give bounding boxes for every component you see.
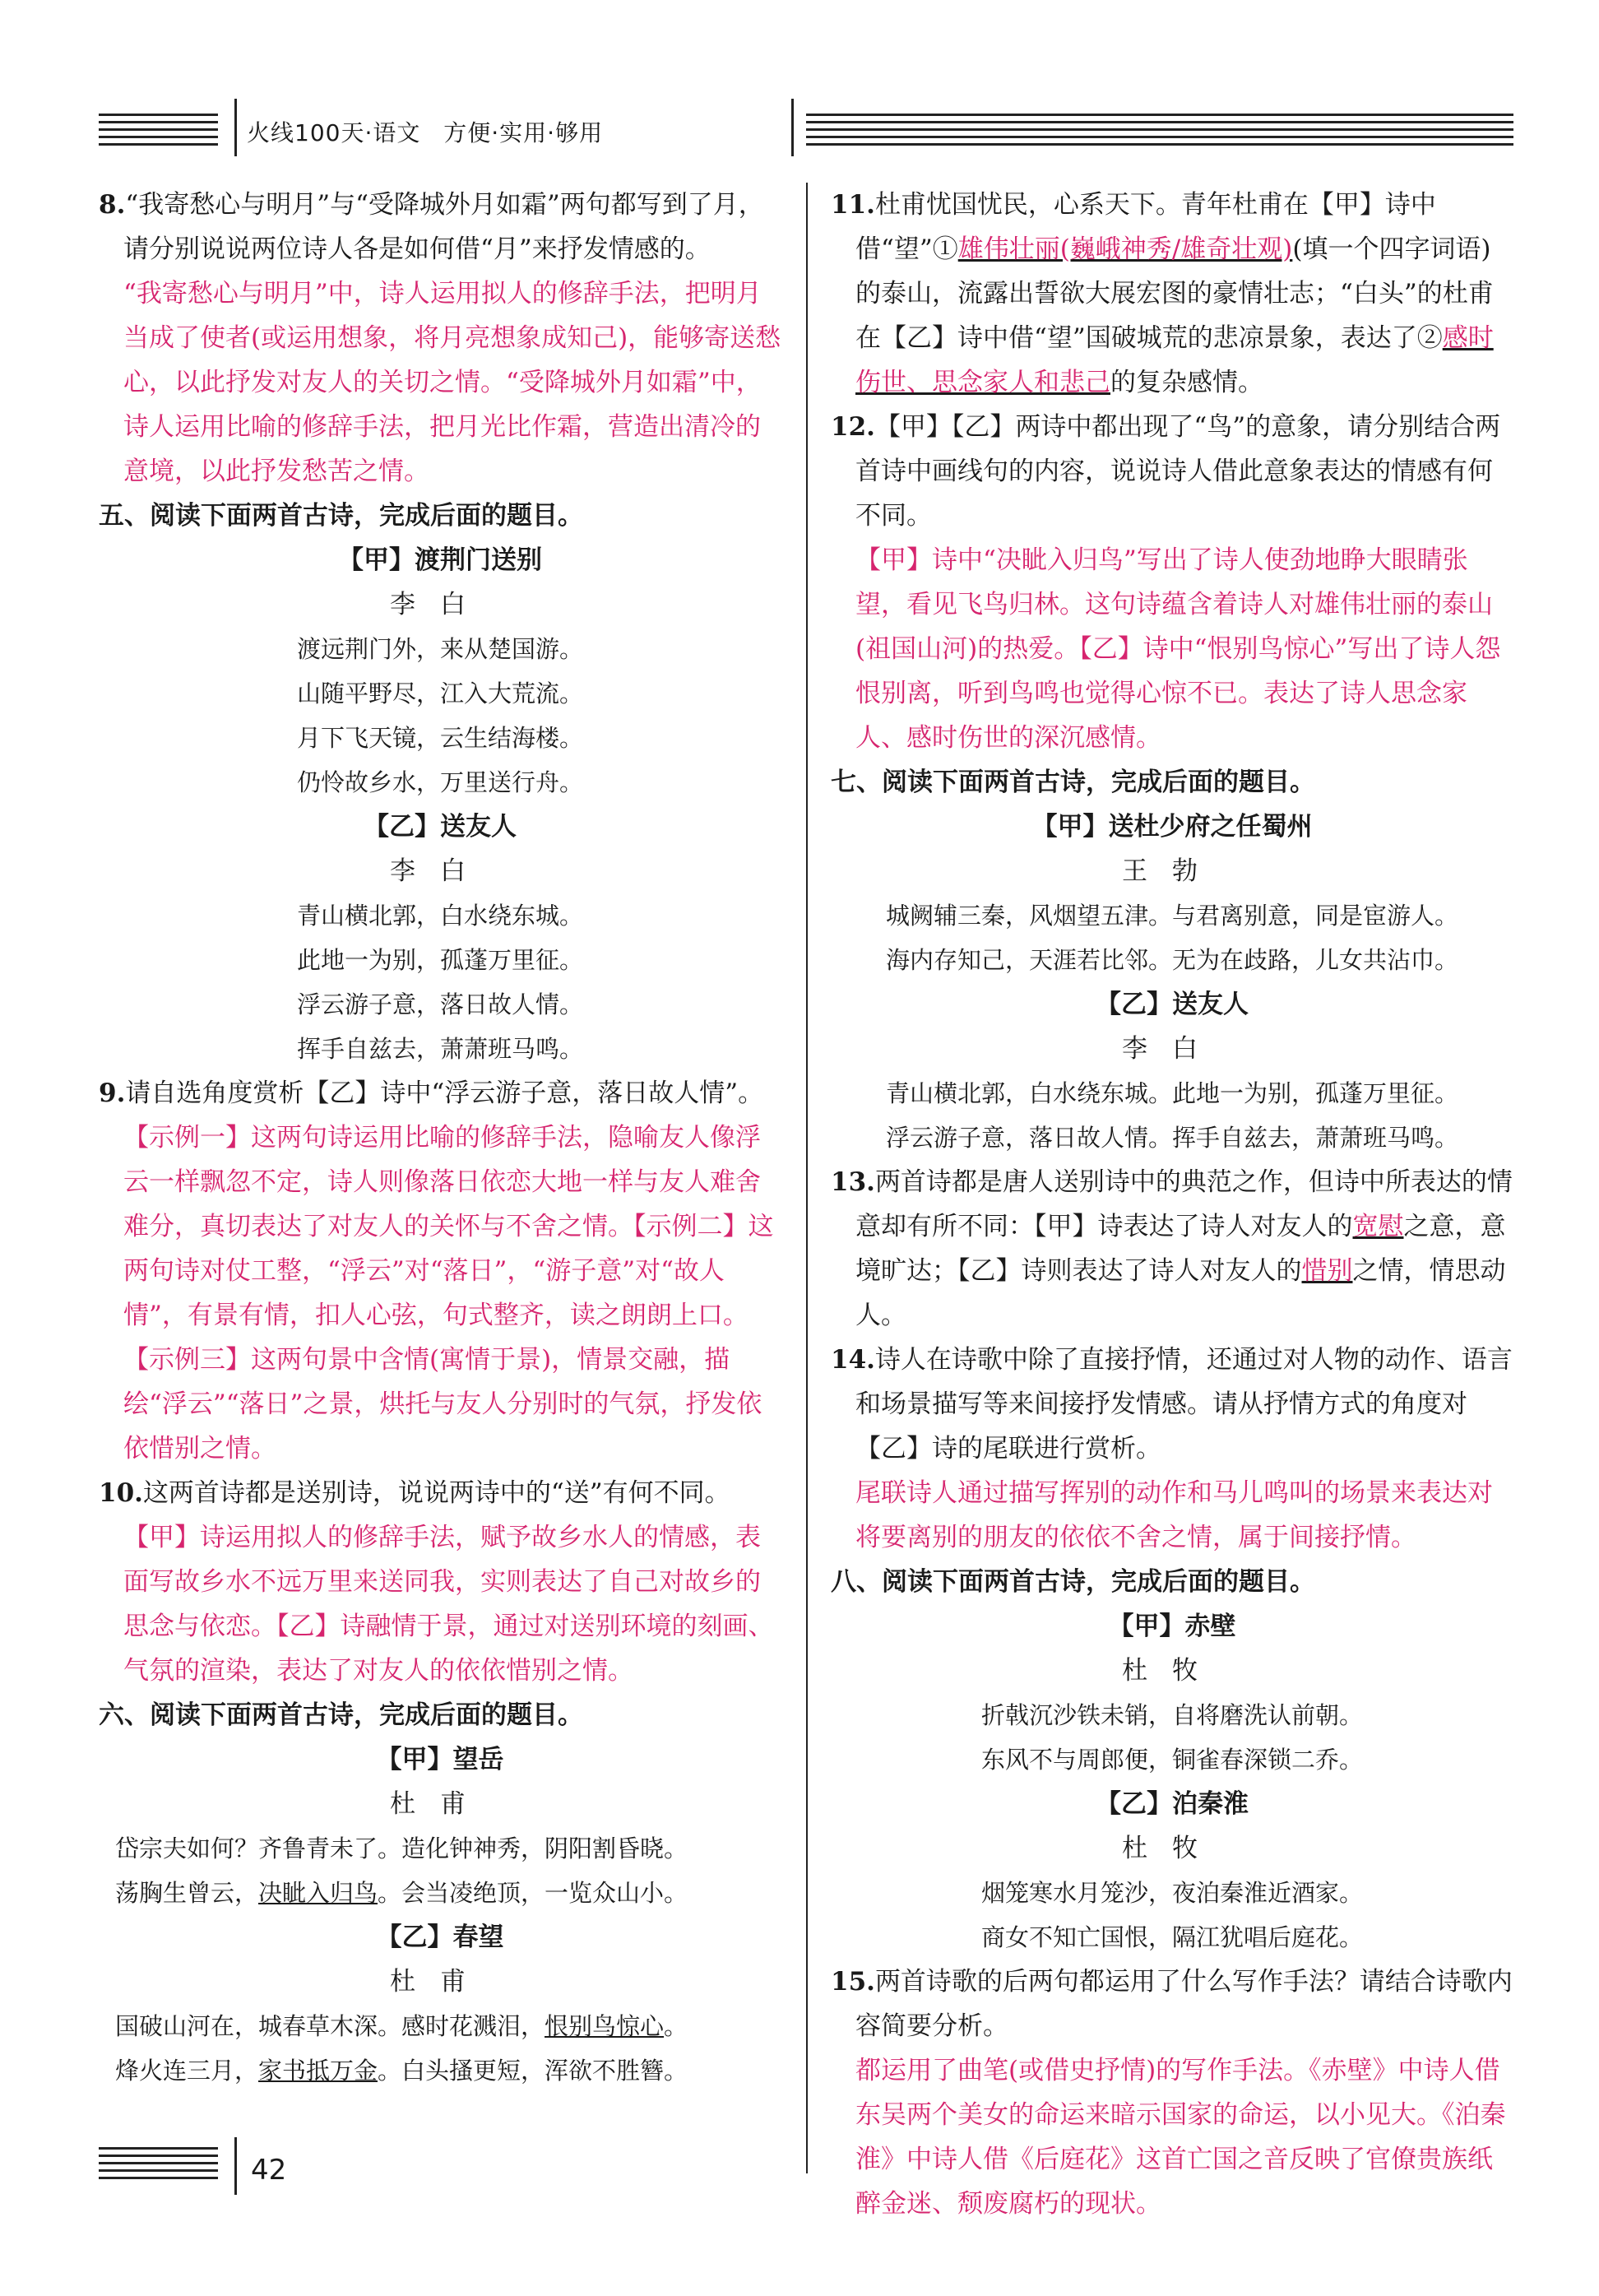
header-rule-right xyxy=(806,114,1513,151)
footer-rule xyxy=(99,2147,218,2184)
poem-line: 海内存知己，天涯若比邻。无为在歧路，儿女共沾巾。 xyxy=(885,946,1458,974)
question-12: 12.【甲】【乙】两诗中都出现了“鸟”的意象，请分别结合两首诗中画线句的内容，说说诗人借此意象表达的情感有何不同。 xyxy=(831,412,1501,531)
header-book: 火线100天·语文 xyxy=(247,119,421,146)
poem-line: 月下飞天镜，云生结海楼。 xyxy=(296,724,583,752)
poem-author: 杜牧 xyxy=(1122,1656,1222,1686)
answer-fill: 雄伟壮丽(巍峨神秀/雄奇壮观) xyxy=(957,234,1293,264)
header-title xyxy=(247,115,618,148)
column-divider xyxy=(806,183,808,2173)
poem-line: 山随平野尽，江入大荒流。 xyxy=(296,680,583,707)
question-10: 10.这两首诗都是送别诗，说说两诗中的“送”有何不同。 xyxy=(99,1478,730,1508)
answer-8: “我寄愁心与明月”中，诗人运用拟人的修辞手法，把明月当成了使者(或运用想象，将月亮想象成知己)，能够寄送愁心，以此抒发对友人的关切之情。“受降城外月如霜”中，诗人运用比喻的修辞手法，把月光比作霜，营造出清冷的意境，以此抒发愁苦之情。 xyxy=(123,279,781,486)
underlined-line: 恨别鸟惊心 xyxy=(545,2012,665,2040)
answer-15: 都运用了曲笔(或借史抒情)的写作手法。《赤壁》中诗人借东吴两个美女的命运来暗示国家的命运，以小见大。《泊秦淮》中诗人借《后庭花》这首亡国之音反映了官僚贵族纸醉金迷、颓废腐朽的现状。 xyxy=(855,2056,1506,2219)
header-slogan: 方便·实用·够用 xyxy=(443,119,604,146)
answer-fill: 感时伤世、思念家人和悲己 xyxy=(855,323,1494,397)
poem-line: 岱宗夫如何？齐鲁青未了。造化钟神秀，阴阳割昏晓。 xyxy=(115,1834,688,1862)
poem-title: 【甲】望岳 xyxy=(376,1745,504,1774)
footer-divider xyxy=(234,2137,237,2195)
left-column xyxy=(99,183,781,2093)
poem-line: 仍怜故乡水，万里送行舟。 xyxy=(296,768,583,796)
header-rule-left xyxy=(99,114,218,151)
poem-title: 【乙】送友人 xyxy=(364,812,517,842)
poem-line: 烟笼寒水月笼沙，夜泊秦淮近酒家。 xyxy=(980,1879,1363,1907)
poem-line: 青山横北郭，白水绕东城。此地一为别，孤蓬万里征。 xyxy=(885,1079,1458,1107)
poem-author: 王勃 xyxy=(1122,856,1222,886)
poem-line: 挥手自兹去，萧萧班马鸣。 xyxy=(296,1035,583,1063)
poem-line: 此地一为别，孤蓬万里征。 xyxy=(296,946,583,974)
section-5-heading: 五、阅读下面两首古诗，完成后面的题目。 xyxy=(99,501,583,531)
poem-line: 荡胸生曾云，决眦入归鸟。会当凌绝顶，一览众山小。 xyxy=(115,1879,688,1907)
poem-author: 李白 xyxy=(1122,1034,1222,1064)
answer-9: 【示例一】这两句诗运用比喻的修辞手法，隐喻友人像浮云一样飘忽不定，诗人则像落日依恋大地一样与友人难舍难分，真切表达了对友人的关怀与不舍之情。【示例二】这两句诗对仗工整，“浮云”对“落日”，“游子意”对“故人情”，有景有情，扣人心弦，句式整齐，读之朗朗上口。【示例三】这两句景中含情(寓情于景)，情景交融，描绘“浮云”“落日”之景，烘托与友人分别时的气氛，抒发依依惜别之情。 xyxy=(123,1123,774,1463)
answer-14: 尾联诗人通过描写挥别的动作和马儿鸣叫的场景来表达对将要离别的朋友的依依不舍之情，属于间接抒情。 xyxy=(855,1478,1493,1552)
poem-author: 杜甫 xyxy=(390,1967,490,1997)
right-column xyxy=(831,183,1513,2226)
poem-line: 烽火连三月，家书抵万金。白头搔更短，浑欲不胜簪。 xyxy=(115,2057,688,2085)
answer-10: 【甲】诗运用拟人的修辞手法，赋予故乡水人的情感，表面写故乡水不远万里来送同我，实则表达了自己对故乡的思念与依恋。【乙】诗融情于景，通过对送别环境的刻画、气氛的渲染，表达了对友人的依依惜别之情。 xyxy=(123,1523,774,1686)
poem-author: 李白 xyxy=(390,590,490,619)
poem-line: 浮云游子意，落日故人情。挥手自兹去，萧萧班马鸣。 xyxy=(885,1124,1458,1152)
question-11: 11.杜甫忧国忧民，心系天下。青年杜甫在【甲】诗中借“望”①雄伟壮丽(巍峨神秀/雄奇壮观)(填一个四字词语)的泰山，流露出誓欲大展宏图的豪情壮志；“白头”的杜甫在【乙】诗中借“望”国破城荒的悲凉景象，表达了②感时伤世、思念家人和悲己的复杂感情。 xyxy=(831,190,1494,397)
underlined-line: 家书抵万金 xyxy=(258,2057,378,2085)
poem-title: 【乙】送友人 xyxy=(1096,990,1249,1019)
page-number: 42 xyxy=(251,2154,287,2187)
answer-fill: 宽慰 xyxy=(1352,1212,1404,1241)
poem-line: 城阙辅三秦，风烟望五津。与君离别意，同是宦游人。 xyxy=(885,902,1458,930)
question-13: 13.两首诗都是唐人送别诗中的典范之作，但诗中所表达的情意却有所不同：【甲】诗表达了诗人对友人的宽慰之意，意境旷达；【乙】诗则表达了诗人对友人的惜别之情，情思动人。 xyxy=(831,1167,1513,1330)
poem-title: 【甲】渡荆门送别 xyxy=(338,545,542,575)
poem-author: 杜甫 xyxy=(390,1789,490,1819)
poem-line: 渡远荆门外，来从楚国游。 xyxy=(296,635,583,663)
poem-title: 【乙】泊秦淮 xyxy=(1096,1789,1249,1819)
question-15: 15.两首诗歌的后两句都运用了什么写作手法？请结合诗歌内容简要分析。 xyxy=(831,1967,1513,2041)
poem-line: 浮云游子意，落日故人情。 xyxy=(296,990,583,1018)
poem-title: 【乙】春望 xyxy=(376,1923,504,1952)
question-9: 9.请自选角度赏析【乙】诗中“浮云游子意，落日故人情”。 xyxy=(99,1078,764,1108)
poem-line: 东风不与周郎便，铜雀春深锁二乔。 xyxy=(980,1746,1363,1774)
header-divider-right xyxy=(791,99,794,156)
question-14: 14.诗人在诗歌中除了直接抒情，还通过对人物的动作、语言和场景描写等来间接抒发情感。请从抒情方式的角度对【乙】诗的尾联进行赏析。 xyxy=(831,1345,1513,1463)
question-8: 8.“我寄愁心与明月”与“受降城外月如霜”两句都写到了月，请分别说说两位诗人各是如何借“月”来抒发情感的。 xyxy=(99,190,764,264)
section-7-heading: 七、阅读下面两首古诗，完成后面的题目。 xyxy=(831,768,1315,797)
poem-title: 【甲】送杜少府之任蜀州 xyxy=(1031,812,1313,842)
header-divider-left xyxy=(234,99,237,156)
poem-title: 【甲】赤壁 xyxy=(1108,1612,1236,1641)
poem-line: 折戟沉沙铁未销，自将磨洗认前朝。 xyxy=(980,1701,1363,1729)
poem-line: 商女不知亡国恨，隔江犹唱后庭花。 xyxy=(980,1923,1363,1951)
section-8-heading: 八、阅读下面两首古诗，完成后面的题目。 xyxy=(831,1567,1315,1597)
underlined-line: 决眦入归鸟 xyxy=(258,1879,378,1907)
poem-author: 李白 xyxy=(390,856,490,886)
answer-12: 【甲】诗中“决眦入归鸟”写出了诗人使劲地睁大眼睛张望，看见飞鸟归林。这句诗蕴含着诗人对雄伟壮丽的泰山(祖国山河)的热爱。【乙】诗中“恨别鸟惊心”写出了诗人怨恨别离，听到鸟鸣也觉得心惊不已。表达了诗人思念家人、感时伤世的深沉感情。 xyxy=(855,545,1501,753)
poem-line: 国破山河在，城春草木深。感时花溅泪，恨别鸟惊心。 xyxy=(115,2012,688,2040)
poem-author: 杜牧 xyxy=(1122,1834,1222,1863)
section-6-heading: 六、阅读下面两首古诗，完成后面的题目。 xyxy=(99,1700,583,1730)
poem-line: 青山横北郭，白水绕东城。 xyxy=(296,902,583,930)
answer-fill: 惜别 xyxy=(1301,1256,1353,1286)
